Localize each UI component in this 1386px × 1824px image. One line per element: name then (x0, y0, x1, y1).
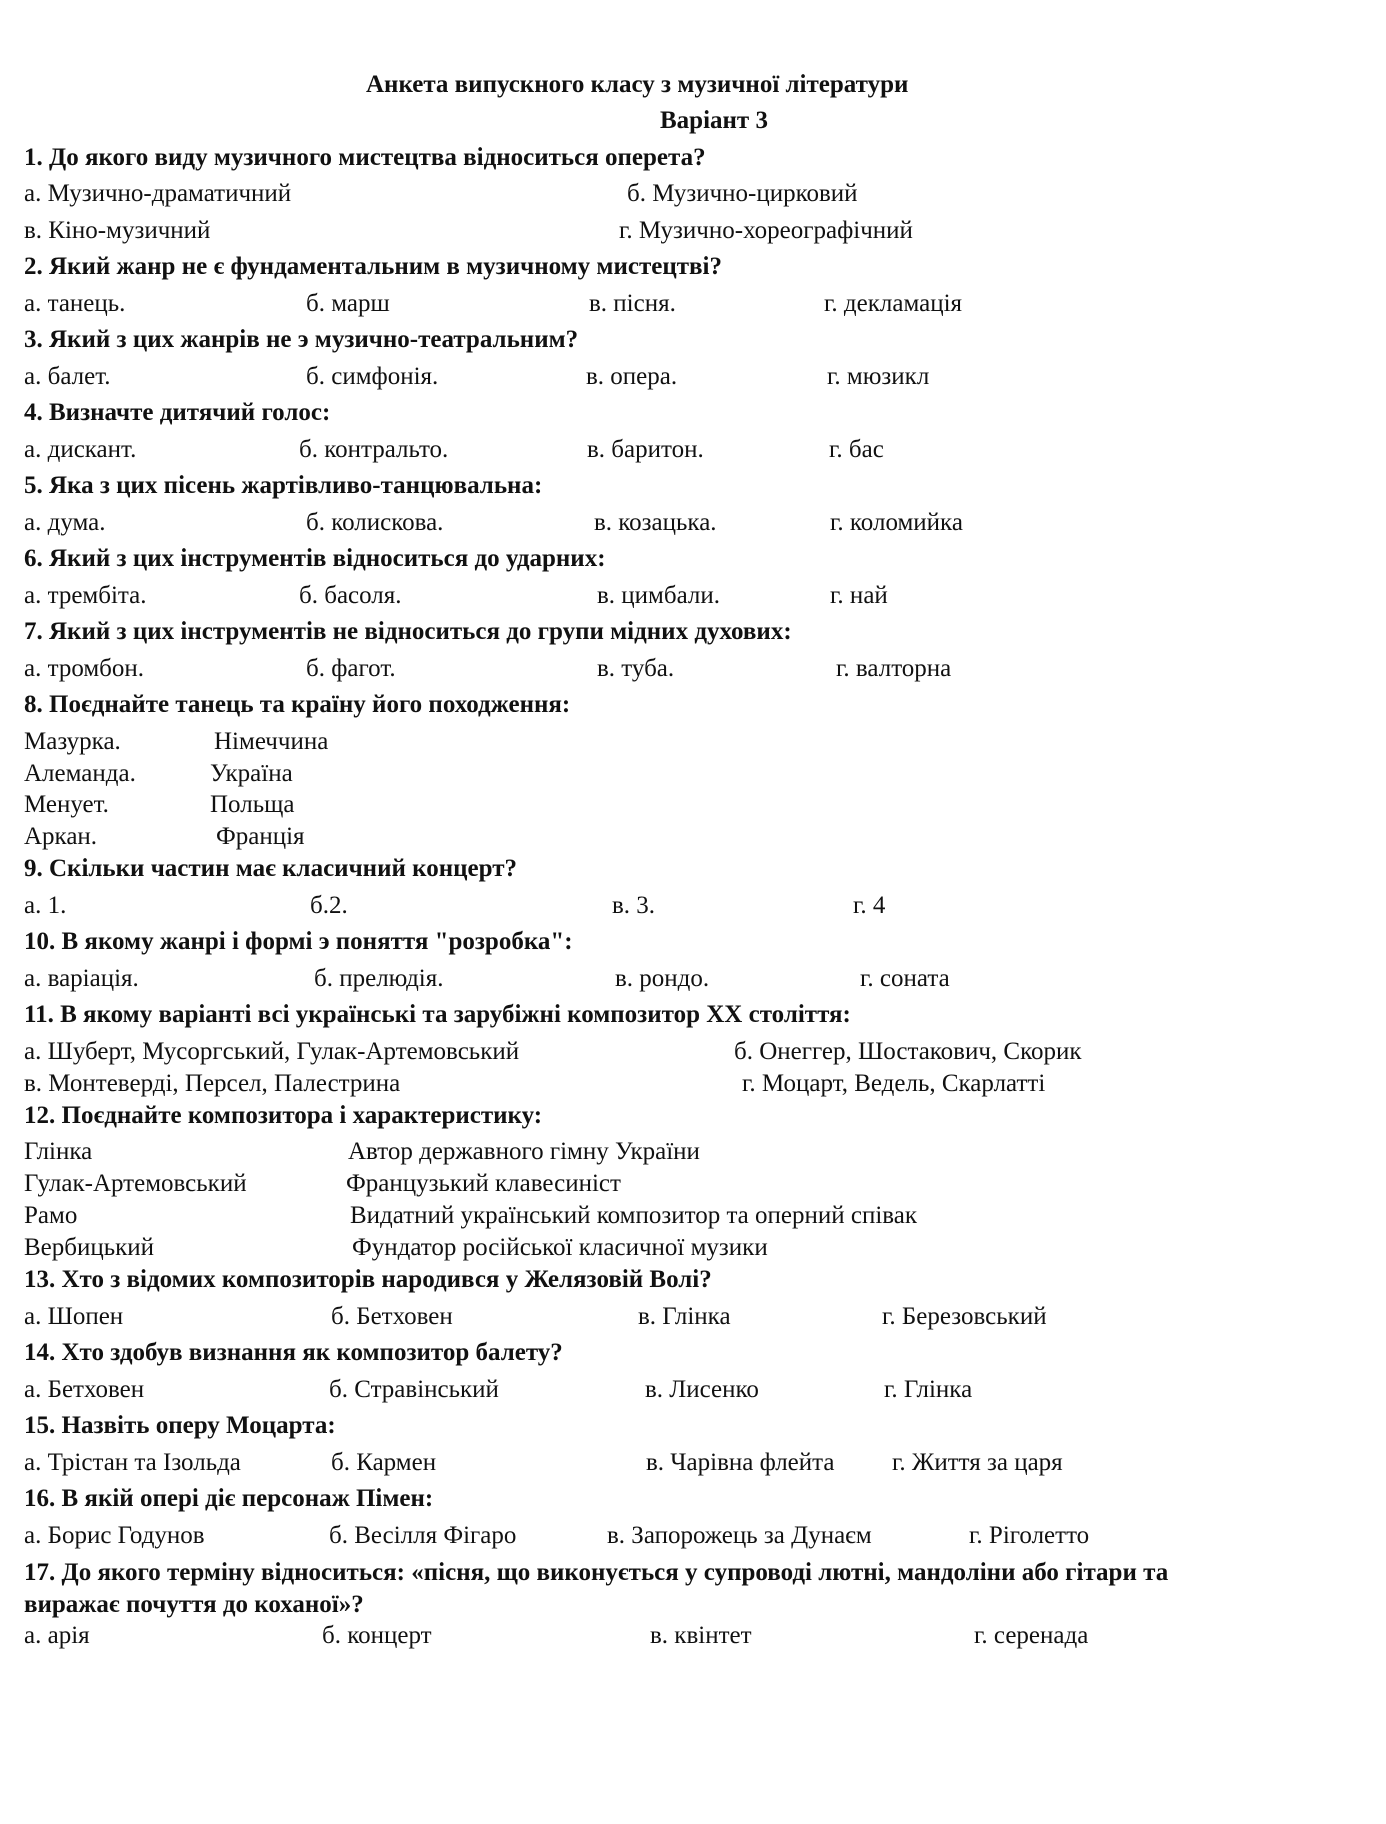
answer-17d: г. серенада (974, 1622, 1089, 1649)
answer-7a: а. тромбон. (24, 655, 145, 682)
question-9: 9. Скільки частин має класичний концерт? (24, 855, 517, 882)
question-17: 17. До якого терміну відноситься: «пісня, що виконується у супроводі лютні, мандоліни або гітари та (24, 1559, 1169, 1586)
answer-6d: г. най (830, 582, 888, 609)
answer-1c: в. Кіно-музичний (24, 217, 211, 244)
answer-9a: а. 1. (24, 892, 67, 919)
dance-country: Україна (210, 760, 293, 787)
answer-5c: в. козацька. (594, 509, 717, 536)
answer-4b: б. контральто. (299, 436, 449, 463)
answer-7c: в. туба. (597, 655, 675, 682)
answer-7b: б. фагот. (306, 655, 396, 682)
variant-label: Варіант 3 (660, 107, 768, 134)
composer-description: Видатний український композитор та оперний співак (350, 1202, 918, 1229)
answer-2b: б. марш (306, 290, 390, 317)
answer-14c: в. Лисенко (645, 1376, 759, 1403)
dance-name: Аркан. (24, 823, 98, 850)
question-13: 13. Хто з відомих композиторів народився у Желязовій Волі? (24, 1266, 712, 1293)
question-4: 4. Визначте дитячий голос: (24, 399, 331, 426)
composer-description: Автор державного гімну України (348, 1138, 700, 1165)
answer-2d: г. декламація (824, 290, 963, 317)
answer-3b: б. симфонія. (306, 363, 439, 390)
question-5: 5. Яка з цих пісень жартівливо-танцювальна: (24, 472, 543, 499)
question-12: 12. Поєднайте композитора і характеристику: (24, 1102, 543, 1129)
page-title: Анкета випускного класу з музичної літератури (366, 71, 909, 98)
question-15: 15. Назвіть оперу Моцарта: (24, 1412, 336, 1439)
answer-4c: в. баритон. (587, 436, 704, 463)
question-17-continuation: виражає почуття до коханої»? (24, 1591, 364, 1618)
dance-country: Німеччина (214, 728, 329, 755)
composer-description: Фундатор російської класичної музики (352, 1234, 768, 1261)
answer-15a: а. Трістан та Ізольда (24, 1449, 241, 1476)
answer-2a: а. танець. (24, 290, 126, 317)
answer-6c: в. цимбали. (597, 582, 721, 609)
answer-11a: а. Шуберт, Мусоргський, Гулак-Артемовський (24, 1038, 520, 1065)
answer-16c: в. Запорожець за Дунаєм (607, 1522, 872, 1549)
answer-10d: г. соната (860, 965, 950, 992)
answer-13c: в. Глінка (638, 1303, 731, 1330)
question-16: 16. В якій опері діє персонаж Пімен: (24, 1485, 434, 1512)
answer-17b: б. концерт (322, 1622, 432, 1649)
answer-13b: б. Бетховен (331, 1303, 453, 1330)
answer-10b: б. прелюдія. (314, 965, 444, 992)
answer-15b: б. Кармен (331, 1449, 437, 1476)
answer-10c: в. рондо. (615, 965, 710, 992)
answer-4d: г. бас (829, 436, 884, 463)
answer-2c: в. пісня. (589, 290, 676, 317)
composer-name: Рамо (24, 1202, 78, 1229)
answer-1b: б. Музично-цирковий (627, 180, 858, 207)
answer-11b: б. Онеггер, Шостакович, Скорик (734, 1038, 1082, 1065)
answer-5a: а. дума. (24, 509, 106, 536)
answer-15c: в. Чарівна флейта (646, 1449, 835, 1476)
question-6: 6. Який з цих інструментів відноситься до ударних: (24, 545, 606, 572)
question-7: 7. Який з цих інструментів не відноситься до групи мідних духових: (24, 618, 792, 645)
composer-name: Вербицький (24, 1234, 155, 1261)
dance-name: Алеманда. (24, 760, 136, 787)
answer-16d: г. Ріголетто (969, 1522, 1090, 1549)
answer-6a: а. трембіта. (24, 582, 147, 609)
question-1: 1. До якого виду музичного мистецтва відноситься оперета? (24, 144, 706, 171)
dance-country: Франція (216, 823, 305, 850)
answer-10a: а. варіація. (24, 965, 139, 992)
composer-description: Французький клавесиніст (346, 1170, 621, 1197)
answer-7d: г. валторна (836, 655, 952, 682)
answer-3a: а. балет. (24, 363, 111, 390)
dance-name: Мазурка. (24, 728, 121, 755)
answer-9c: в. 3. (612, 892, 656, 919)
answer-9b: б.2. (310, 892, 348, 919)
answer-9d: г. 4 (853, 892, 886, 919)
answer-17a: а. арія (24, 1622, 90, 1649)
answer-3c: в. опера. (586, 363, 678, 390)
answer-3d: г. мюзикл (827, 363, 930, 390)
question-3: 3. Який з цих жанрів не э музично-театральним? (24, 326, 579, 353)
answer-1a: а. Музично-драматичний (24, 180, 292, 207)
question-11: 11. В якому варіанті всі українські та зарубіжні композитор XX століття: (24, 1001, 851, 1028)
question-8: 8. Поєднайте танець та країну його походження: (24, 691, 571, 718)
question-2: 2. Який жанр не є фундаментальним в музичному мистецтві? (24, 253, 722, 280)
answer-11c: в. Монтеверді, Персел, Палестрина (24, 1070, 401, 1097)
answer-16b: б. Весілля Фігаро (329, 1522, 517, 1549)
answer-1d: г. Музично-хореографічний (619, 217, 913, 244)
answer-16a: а. Борис Годунов (24, 1522, 205, 1549)
composer-name: Глінка (24, 1138, 93, 1165)
answer-13d: г. Березовський (882, 1303, 1047, 1330)
answer-6b: б. басоля. (299, 582, 402, 609)
answer-14d: г. Глінка (884, 1376, 973, 1403)
answer-14a: а. Бетховен (24, 1376, 145, 1403)
answer-13a: а. Шопен (24, 1303, 124, 1330)
composer-name: Гулак-Артемовський (24, 1170, 247, 1197)
answer-17c: в. квінтет (650, 1622, 752, 1649)
question-14: 14. Хто здобув визнання як композитор балету? (24, 1339, 563, 1366)
question-10: 10. В якому жанрі і формі э поняття "розробка": (24, 928, 573, 955)
answer-5d: г. коломийка (830, 509, 963, 536)
answer-4a: а. дискант. (24, 436, 137, 463)
answer-15d: г. Життя за царя (892, 1449, 1063, 1476)
answer-14b: б. Стравінський (329, 1376, 499, 1403)
answer-11d: г. Моцарт, Ведель, Скарлатті (742, 1070, 1046, 1097)
dance-name: Менует. (24, 791, 109, 818)
answer-5b: б. колискова. (306, 509, 444, 536)
dance-country: Польща (210, 791, 295, 818)
